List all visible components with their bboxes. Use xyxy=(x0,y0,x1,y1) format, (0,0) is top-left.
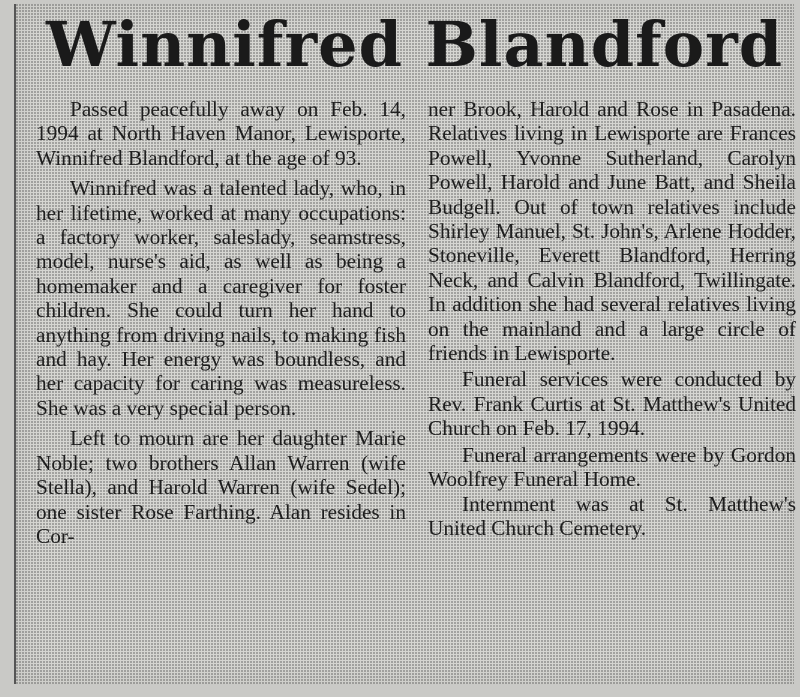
right-column xyxy=(428,97,796,540)
paragraph-funeral-service: Funeral services were conducted by Rev. Frank Curtis at St. Matthew's United Church on Feb. 17, 1994. xyxy=(428,367,796,441)
paragraph-survivors: Left to mourn are her daughter Marie Noble; two brothers Allan Warren (wife Stella), and Harold Warren (wife Sedel); one sister Rose Farthing. Alan resides in Cor- xyxy=(36,426,406,548)
paragraph-life: Winnifred was a talented lady, who, in her lifetime, worked at many occupations: a factory worker, saleslady, seamstress, model, nurse's aid, as well as being a homemaker and a caregiver for foster children. She could turn her hand to anything from driving nails, to making fish and hay. Her energy was boundless, and her capacity for caring was measureless. She was a very special person. xyxy=(36,176,406,420)
obituary-headline: Winnifred Blandford xyxy=(46,8,784,81)
paragraph-internment: Internment was at St. Matthew's United Church Cemetery. xyxy=(428,491,796,540)
paragraph-passing: Passed peacefully away on Feb. 14, 1994 at North Haven Manor, Lewisporte, Winnifred Blandford, at the age of 93. xyxy=(36,97,406,170)
paragraph-relatives: ner Brook, Harold and Rose in Pasadena. Relatives living in Lewisporte are Frances Powell, Yvonne Sutherland, Carolyn Powell, Harold and June Batt, and Sheila Budgell. Out of town relatives include Shirley Manuel, St. John's, Arlene Hodder, Stoneville, Everett Blandford, Herring Neck, and Calvin Blandford, Twillingate. In addition she had several relatives living on the mainland and a large circle of friends in Lewisporte. xyxy=(428,97,796,366)
newspaper-clipping xyxy=(14,4,794,684)
paragraph-funeral-home: Funeral arrangements were by Gordon Woolfrey Funeral Home. xyxy=(428,442,796,492)
left-column xyxy=(36,97,406,548)
